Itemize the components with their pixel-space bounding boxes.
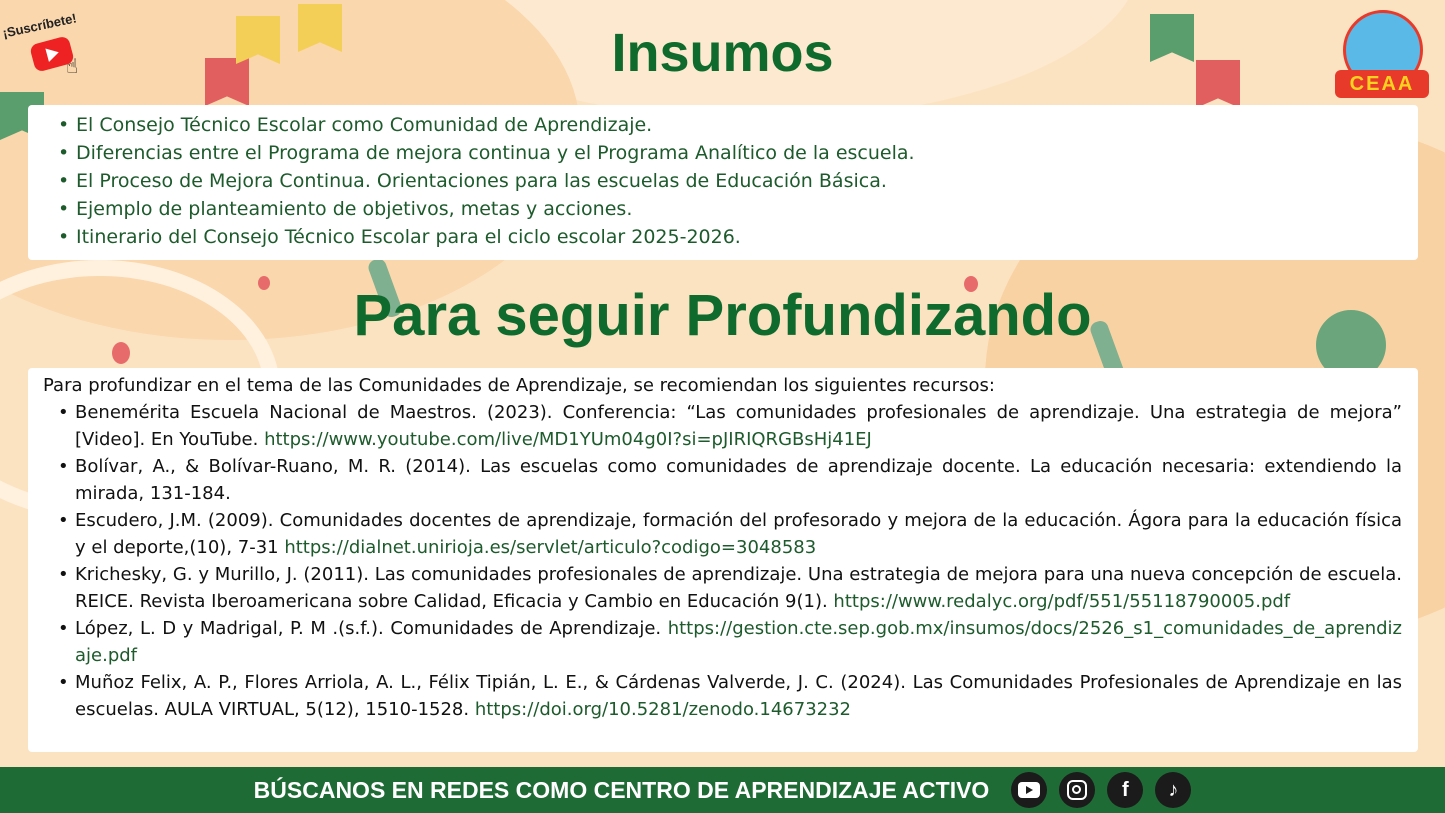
facebook-icon[interactable]: f <box>1107 772 1143 808</box>
reference-item <box>75 561 1402 615</box>
insumos-list <box>76 111 1398 251</box>
reference-text: López, L. D y Madrigal, P. M .(s.f.). Comunidades de Aprendizaje. <box>75 618 668 639</box>
reference-item <box>75 615 1402 669</box>
insumos-title: Insumos <box>611 23 834 83</box>
reference-text: Muñoz Felix, A. P., Flores Arriola, A. L., Félix Tipián, L. E., & Cárdenas Valverde, J. C. (2024). Las Comunidades Profesionales de Aprendizaje en las escuelas. AULA VIRTUAL, 5(12), 1510-1528. <box>75 672 1402 720</box>
insumos-card <box>28 105 1418 260</box>
list-item: • El Proceso de Mejora Continua. Orientaciones para las escuelas de Educación Básica. <box>76 167 1398 195</box>
instagram-icon[interactable] <box>1059 772 1095 808</box>
reference-link[interactable]: https://gestion.cte.sep.gob.mx/insumos/docs/2526_s1_comunidades_de_aprendizaje.pdf <box>75 618 1402 666</box>
reference-text: Bolívar, A., & Bolívar-Ruano, M. R. (2014). Las escuelas como comunidades de aprendizaje docente. La educación necesaria: extendiendo la mirada, 131-184. <box>75 456 1402 504</box>
reference-item <box>75 507 1402 561</box>
list-item: • Ejemplo de planteamiento de objetivos, metas y acciones. <box>76 195 1398 223</box>
reference-text: Escudero, J.M. (2009). Comunidades docentes de aprendizaje, formación del profesorado y mejora de la educación. Ágora para la educación física y el deporte,(10), 7-31 <box>75 510 1402 558</box>
tiktok-icon[interactable]: ♪ <box>1155 772 1191 808</box>
reference-link[interactable]: https://www.youtube.com/live/MD1YUm04g0I?si=pJIRIQRGBsHj41EJ <box>264 429 872 450</box>
reference-link[interactable]: https://www.redalyc.org/pdf/551/55118790005.pdf <box>833 591 1291 612</box>
references-list <box>43 399 1402 723</box>
reference-item <box>75 399 1402 453</box>
profundizando-title: Para seguir Profundizando <box>353 283 1092 348</box>
reference-link[interactable]: https://doi.org/10.5281/zenodo.14673232 <box>474 699 851 720</box>
reference-text: Krichesky, G. y Murillo, J. (2011). Las comunidades profesionales de aprendizaje. Una estrategia de mejora para una nueva concepción de escuela. REICE. Revista Iberoamericana sobre Calidad, Eficacia y Cambio en Educación 9(1). <box>75 564 1402 612</box>
footer-text: BÚSCANOS EN REDES COMO CENTRO DE APRENDIZAJE ACTIVO <box>253 776 990 803</box>
youtube-icon[interactable] <box>1011 772 1047 808</box>
reference-link[interactable]: https://dialnet.unirioja.es/servlet/articulo?codigo=3048583 <box>284 537 817 558</box>
logo-text: CEAA <box>1335 70 1429 98</box>
subscribe-badge[interactable] <box>2 10 92 76</box>
references-card <box>28 368 1418 752</box>
list-item: • Itinerario del Consejo Técnico Escolar para el ciclo escolar 2025-2026. <box>76 223 1398 251</box>
reference-item <box>75 669 1402 723</box>
references-intro: Para profundizar en el tema de las Comunidades de Aprendizaje, se recomiendan los siguientes recursos: <box>43 375 995 396</box>
list-item: • Diferencias entre el Programa de mejora continua y el Programa Analítico de la escuela. <box>76 139 1398 167</box>
subscribe-text: ¡Suscríbete! <box>1 10 78 41</box>
ceaa-logo <box>1335 10 1429 100</box>
reference-item <box>75 453 1402 507</box>
list-item: • El Consejo Técnico Escolar como Comunidad de Aprendizaje. <box>76 111 1398 139</box>
reference-text: Benemérita Escuela Nacional de Maestros. (2023). Conferencia: “Las comunidades profesionales de aprendizaje. Una estrategia de mejora” [Video]. En YouTube. <box>75 402 1402 450</box>
hand-cursor-icon: ☝ <box>66 54 79 78</box>
footer-bar <box>0 767 1445 813</box>
